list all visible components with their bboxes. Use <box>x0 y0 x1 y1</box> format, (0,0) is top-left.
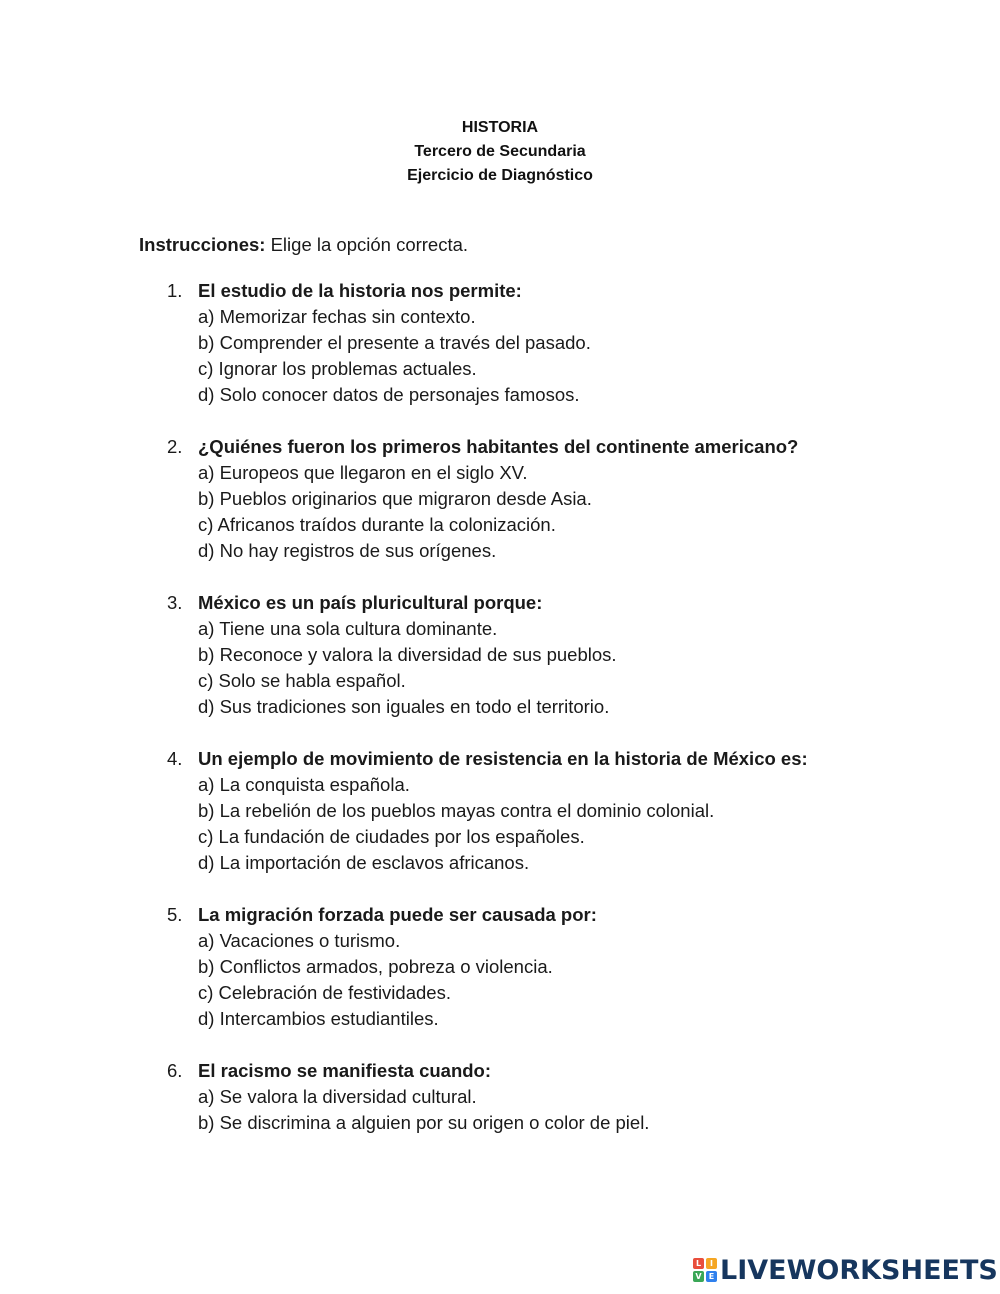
question-4 <box>0 746 1000 902</box>
question-text: La migración forzada puede ser causada por: <box>198 904 597 925</box>
option-c[interactable]: c) Africanos traídos durante la colonización. <box>198 514 556 535</box>
question-5 <box>0 902 1000 1058</box>
instructions-text: Elige la opción correcta. <box>265 234 469 255</box>
option-d[interactable]: d) Sus tradiciones son iguales en todo el territorio. <box>198 696 610 717</box>
question-number: 4. <box>167 748 183 769</box>
option-d[interactable]: d) No hay registros de sus orígenes. <box>198 540 497 561</box>
option-d[interactable]: d) Intercambios estudiantiles. <box>198 1008 439 1029</box>
option-d[interactable]: d) Solo conocer datos de personajes famosos. <box>198 384 580 405</box>
logo-tile-i: I <box>706 1258 717 1269</box>
question-number: 6. <box>167 1060 183 1081</box>
question-3 <box>0 590 1000 746</box>
option-c[interactable]: c) Celebración de festividades. <box>198 982 451 1003</box>
grade-title: Tercero de Secundaria <box>414 143 586 160</box>
instructions-label: Instrucciones: <box>139 234 266 255</box>
instructions <box>139 232 468 258</box>
document-header <box>0 116 1000 188</box>
option-b[interactable]: b) Se discrimina a alguien por su origen o color de piel. <box>198 1112 650 1133</box>
question-1 <box>0 278 1000 434</box>
logo-tile-e: E <box>706 1271 717 1282</box>
brand-name: LIVEWORKSHEETS <box>720 1254 998 1286</box>
question-number: 1. <box>167 280 183 301</box>
question-text: Un ejemplo de movimiento de resistencia en la historia de México es: <box>198 748 808 769</box>
option-b[interactable]: b) Reconoce y valora la diversidad de sus pueblos. <box>198 644 617 665</box>
question-6 <box>0 1058 1000 1214</box>
question-text: ¿Quiénes fueron los primeros habitantes del continente americano? <box>198 436 799 457</box>
question-text: El racismo se manifiesta cuando: <box>198 1060 492 1081</box>
liveworksheets-icon <box>693 1258 717 1282</box>
question-number: 5. <box>167 904 183 925</box>
subject-title: HISTORIA <box>461 119 539 136</box>
option-a[interactable]: a) Se valora la diversidad cultural. <box>198 1086 477 1107</box>
option-a[interactable]: a) La conquista española. <box>198 774 410 795</box>
question-number: 2. <box>167 436 183 457</box>
option-a[interactable]: a) Vacaciones o turismo. <box>198 930 401 951</box>
option-b[interactable]: b) Comprender el presente a través del pasado. <box>198 332 591 353</box>
logo-tile-v: V <box>693 1271 704 1282</box>
option-b[interactable]: b) Pueblos originarios que migraron desde Asia. <box>198 488 592 509</box>
option-a[interactable]: a) Europeos que llegaron en el siglo XV. <box>198 462 528 483</box>
logo-tile-l: L <box>693 1258 704 1269</box>
option-a[interactable]: a) Memorizar fechas sin contexto. <box>198 306 476 327</box>
exercise-title: Ejercicio de Diagnóstico <box>407 167 593 184</box>
option-c[interactable]: c) Ignorar los problemas actuales. <box>198 358 477 379</box>
question-list <box>0 278 1000 1214</box>
option-b[interactable]: b) Conflictos armados, pobreza o violencia. <box>198 956 553 977</box>
option-d[interactable]: d) La importación de esclavos africanos. <box>198 852 530 873</box>
option-b[interactable]: b) La rebelión de los pueblos mayas contra el dominio colonial. <box>198 800 715 821</box>
question-2 <box>0 434 1000 590</box>
question-number: 3. <box>167 592 183 613</box>
question-text: El estudio de la historia nos permite: <box>198 280 522 301</box>
question-text: México es un país pluricultural porque: <box>198 592 543 613</box>
option-c[interactable]: c) La fundación de ciudades por los españoles. <box>198 826 585 847</box>
option-a[interactable]: a) Tiene una sola cultura dominante. <box>198 618 498 639</box>
option-c[interactable]: c) Solo se habla español. <box>198 670 406 691</box>
liveworksheets-logo[interactable] <box>693 1253 998 1287</box>
